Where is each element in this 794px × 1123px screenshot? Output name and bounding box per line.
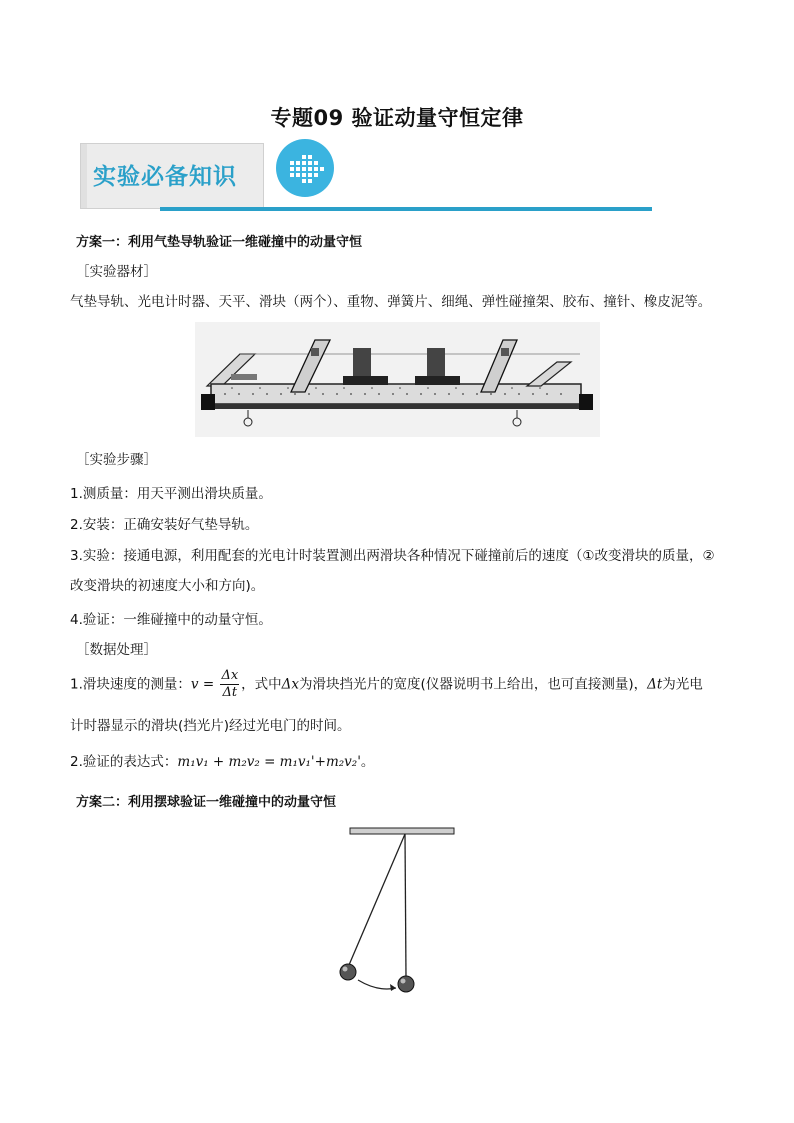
step-1: 1.测质量：用天平测出滑块质量。 xyxy=(70,486,272,502)
step-3-line-1: 3.实验：接通电源，利用配套的光电计时装置测出两滑块各种情况下碰撞前后的速度（①改变滑块的质量，② xyxy=(70,548,715,564)
step-3-line-2: 改变滑块的初速度大小和方向)。 xyxy=(70,578,265,594)
velocity-symbol: v xyxy=(190,676,199,693)
data1-prefix: 1.滑块速度的测量： xyxy=(70,676,191,693)
scheme1-heading: 方案一：利用气垫导轨验证一维碰撞中的动量守恒 xyxy=(76,235,363,250)
step-4: 4.验证：一维碰撞中的动量守恒。 xyxy=(70,612,272,628)
equipment-header: ［实验器材］ xyxy=(76,264,157,280)
page-title: 专题09 验证动量守恒定律 xyxy=(270,106,524,130)
steps-header: ［实验步骤］ xyxy=(76,452,157,468)
delta-t-symbol: Δt xyxy=(647,676,663,693)
velocity-fraction xyxy=(220,668,239,701)
data1-after-dx: 为滑块挡光片的宽度(仪器说明书上给出，也可直接测量)， xyxy=(299,676,648,693)
air-track-drawing xyxy=(195,322,600,437)
data1-tail: 为光电 xyxy=(662,676,703,693)
pendulum-figure xyxy=(330,820,460,1000)
data2-prefix: 2.验证的表达式： xyxy=(70,754,178,770)
fraction-numerator: Δx xyxy=(221,668,239,683)
data1-mid: ，式中 xyxy=(241,676,282,693)
scheme2-heading: 方案二：利用摆球验证一维碰撞中的动量守恒 xyxy=(76,795,337,810)
grid-icon xyxy=(276,139,334,197)
data-item-2 xyxy=(70,752,374,772)
banner-underline xyxy=(160,207,652,211)
data-header: ［数据处理］ xyxy=(76,642,157,658)
section-banner xyxy=(80,143,652,215)
delta-x-symbol: Δx xyxy=(281,676,300,693)
fraction-denominator: Δt xyxy=(222,685,238,700)
momentum-formula: m₁v₁ + m₂v₂ = m₁v₁'+m₂v₂' xyxy=(177,754,361,770)
air-track-figure xyxy=(195,322,600,437)
equals-sign: = xyxy=(198,676,219,693)
banner-box xyxy=(80,143,264,209)
banner-label: 实验必备知识 xyxy=(93,164,237,190)
pendulum-drawing xyxy=(330,820,460,1000)
data-item-1-line-2: 计时器显示的滑块(挡光片)经过光电门的时间。 xyxy=(70,718,351,734)
equipment-text: 气垫导轨、光电计时器、天平、滑块（两个）、重物、弹簧片、细绳、弹性碰撞架、胶布、撞针、橡皮泥等。 xyxy=(70,294,712,310)
step-2: 2.安装：正确安装好气垫导轨。 xyxy=(70,517,259,533)
data-item-1 xyxy=(70,668,703,701)
data2-suffix: 。 xyxy=(360,754,375,770)
